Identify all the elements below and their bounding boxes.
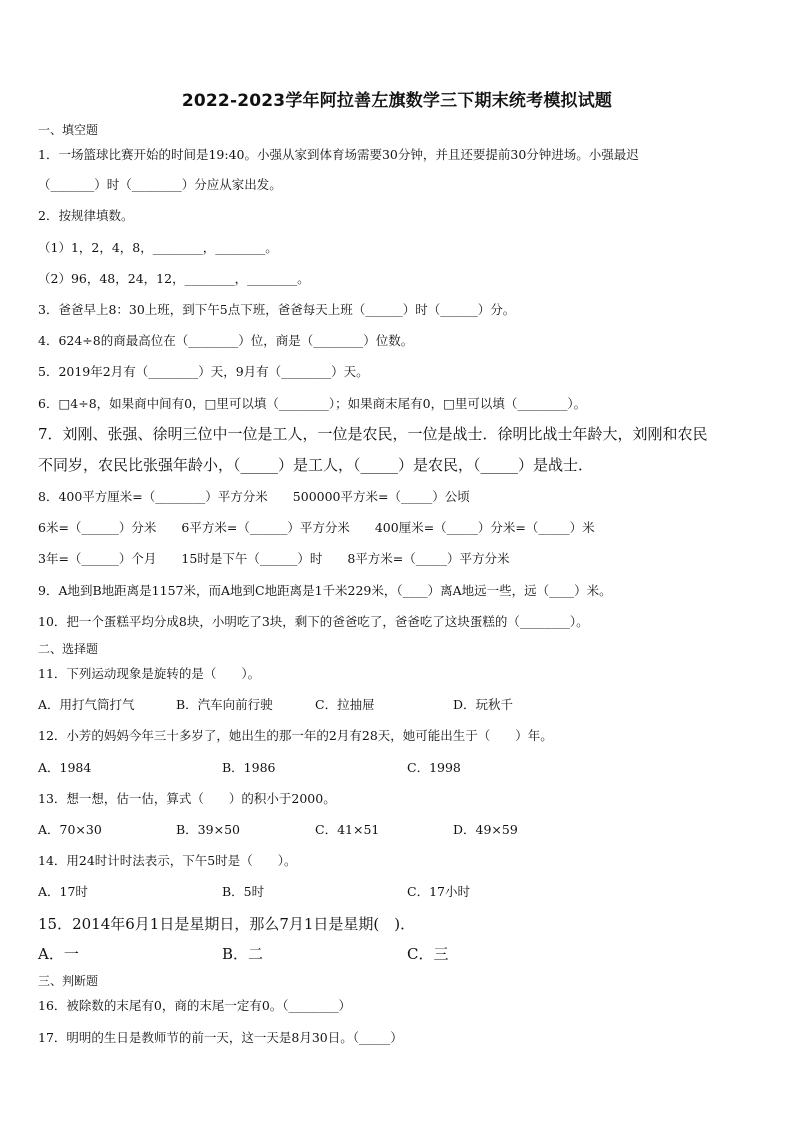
- question-6: 6．□4÷8，如果商中间有0，□里可以填（________）；如果商末尾有0，□里可以填（________）。: [38, 396, 587, 411]
- question-8-line-3: 3年=（______）个月 15时是下午（______）时 8平方米=（_____）平方分米: [38, 551, 510, 566]
- question-7-line-1: 7．刘刚、张强、徐明三位中一位是工人，一位是农民，一位是战士．徐明比战士年龄大，刘刚和农民: [38, 425, 708, 443]
- question-13-option-c: C．41×51: [315, 822, 380, 837]
- question-14-option-b: B．5时: [222, 884, 265, 899]
- question-11-option-d: D．玩秋千: [453, 697, 514, 712]
- question-15-option-b: B．二: [222, 945, 264, 963]
- question-15-option-a: A．一: [38, 945, 79, 963]
- question-13-option-b: B．39×50: [176, 822, 240, 837]
- question-8-line-1: 8．400平方厘米=（________）平方分米 500000平方米=（_____）公顷: [38, 489, 470, 504]
- question-5: 5．2019年2月有（________）天，9月有（________）天。: [38, 364, 369, 379]
- question-15: 15．2014年6月1日是星期日，那么7月1日是星期( )．: [38, 915, 416, 933]
- question-10: 10．把一个蛋糕平均分成8块，小明吃了3块，剩下的爸爸吃了，爸爸吃了这块蛋糕的（________）。: [38, 614, 589, 629]
- page-title: 2022-2023学年阿拉善左旗数学三下期末统考模拟试题: [181, 91, 613, 111]
- question-3: 3．爸爸早上8：30上班，到下午5点下班，爸爸每天上班（______）时（______）分。: [38, 302, 516, 317]
- question-2-part-2: （2）96，48，24，12，________，________。: [38, 271, 310, 286]
- question-11-option-c: C．拉抽屉: [315, 697, 375, 712]
- question-1-line-1: 1．一场篮球比赛开始的时间是19:40。小强从家到体育场需要30分钟，并且还要提前30分钟进场。小强最迟: [38, 147, 639, 162]
- question-11-option-b: B．汽车向前行驶: [176, 697, 273, 712]
- question-8-line-2: 6米=（______）分米 6平方米=（______）平方分米 400厘米=（_____）分米=（_____）米: [38, 520, 595, 535]
- question-14: 14．用24时计时法表示，下午5时是（ ）。: [38, 853, 297, 868]
- question-2: 2．按规律填数。: [38, 208, 134, 223]
- question-11-option-a: A．用打气筒打气: [38, 697, 135, 712]
- section-fill-heading: 一、填空题: [38, 123, 99, 137]
- question-14-option-c: C．17小时: [407, 884, 470, 899]
- question-2-part-1: （1）1，2，4，8，________，________。: [38, 240, 278, 255]
- question-4: 4．624÷8的商最高位在（________）位，商是（________）位数。: [38, 333, 414, 348]
- question-1-line-2: （_______）时（________）分应从家出发。: [38, 177, 282, 192]
- question-11: 11．下列运动现象是旋转的是（ ）。: [38, 666, 261, 681]
- question-12: 12．小芳的妈妈今年三十多岁了，她出生的那一年的2月有28天，她可能出生于（ ）年。: [38, 728, 553, 743]
- question-12-option-c: C．1998: [407, 760, 461, 775]
- section-judge-heading: 三、判断题: [38, 974, 99, 988]
- question-7-line-2: 不同岁，农民比张强年龄小，（_____）是工人，（_____）是农民，（_____）是战士．: [38, 456, 594, 474]
- question-13: 13．想一想，估一估，算式（ ）的积小于2000。: [38, 791, 336, 806]
- question-15-option-c: C．三: [407, 945, 449, 963]
- question-12-option-a: A．1984: [38, 760, 92, 775]
- question-9: 9．A地到B地距离是1157米，而A地到C地距离是1千米229米，（____）离A地远一些，远（____）米。: [38, 583, 612, 598]
- question-17: 17．明明的生日是教师节的前一天，这一天是8月30日。（_____）: [38, 1030, 403, 1045]
- question-13-option-a: A．70×30: [38, 822, 102, 837]
- question-16: 16．被除数的末尾有0，商的末尾一定有0。（________）: [38, 998, 352, 1013]
- question-12-option-b: B．1986: [222, 760, 276, 775]
- question-13-option-d: D．49×59: [453, 822, 518, 837]
- section-choice-heading: 二、选择题: [38, 642, 99, 656]
- question-14-option-a: A．17时: [38, 884, 88, 899]
